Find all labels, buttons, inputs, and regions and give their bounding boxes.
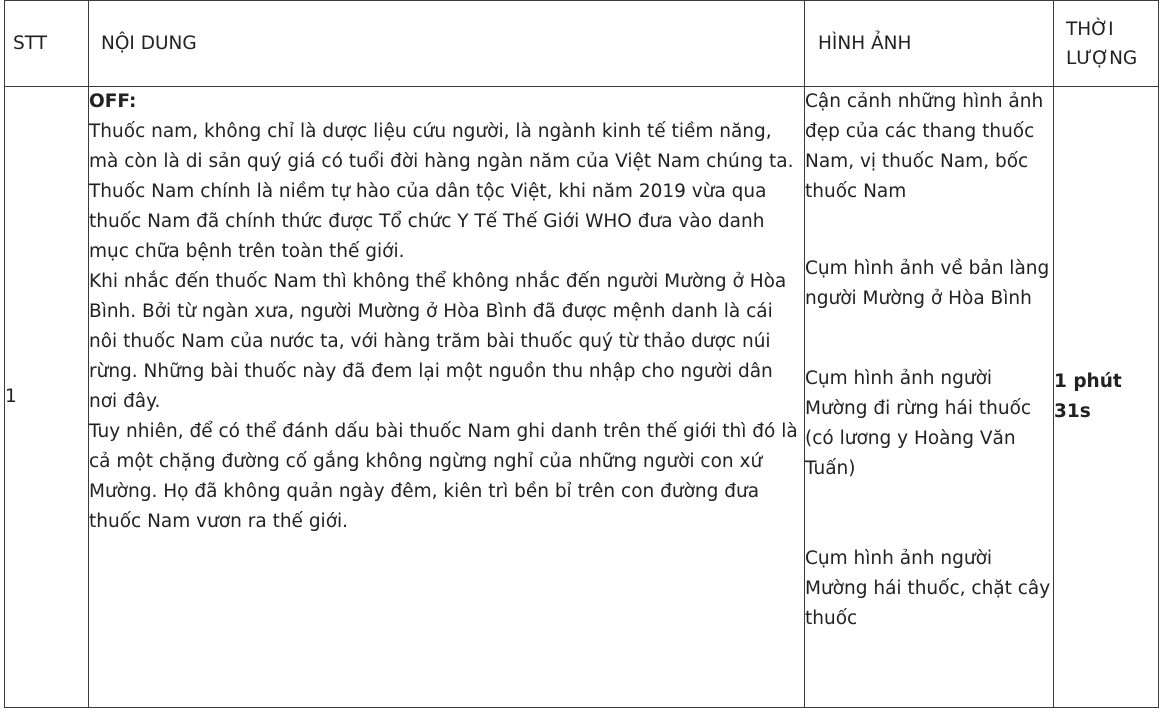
header-stt: STT [5,1,89,87]
table-row [5,87,1159,708]
content-paragraph-1: Thuốc nam, không chỉ là dược liệu cứu người, là ngành kinh tế tiềm năng, mà còn là di sản quý giá có tuổi đời hàng ngàn năm của Việt Nam chúng ta. Thuốc Nam chính là niềm tự hào của dân tộc Việt, khi năm 2019 vừa qua thuốc Nam đã chính thức được Tổ chức Y Tế Thế Giới WHO đưa vào danh mục chữa bệnh trên toàn thế giới. [89,121,794,262]
row-images [805,87,1054,708]
row-stt: 1 [5,87,89,708]
script-table [4,0,1159,708]
header-image: HÌNH ẢNH [805,1,1054,87]
header-duration-line-2: LƯỢNG [1066,47,1138,69]
header-duration [1054,1,1159,87]
header-content: NỘI DUNG [89,1,805,87]
row-duration [1054,87,1159,708]
image-description-4: Cụm hình ảnh người Mường hái thuốc, chặt cây thuốc [805,548,1051,629]
table-header-row [5,1,1159,87]
row-duration-line-1: 1 phút [1054,371,1122,392]
content-paragraph-3: Tuy nhiên, để có thể đánh dấu bài thuốc Nam ghi danh trên thế giới thì đó là cả một chặng đường cố gắng không ngừng nghỉ của những người con xứ Mường. Họ đã không quản ngày đêm, kiên trì bền bỉ trên con đường đưa thuốc Nam vươn ra thế giới. [89,421,798,532]
off-label: OFF: [89,91,137,112]
image-description-2: Cụm hình ảnh về bản làng người Mường ở Hòa Bình [805,258,1050,309]
row-duration-line-2: 31s [1054,401,1091,422]
content-paragraph-2: Khi nhắc đến thuốc Nam thì không thể không nhắc đến người Mường ở Hòa Bình. Bởi từ ngàn xưa, người Mường ở Hòa Bình đã được mệnh danh là cái nôi thuốc Nam của nước ta, với hàng trăm bài thuốc quý từ thảo dược núi rừng. Những bài thuốc này đã đem lại một nguồn thu nhập cho người dân nơi đây. [89,271,787,412]
row-content [89,87,805,708]
image-description-3: Cụm hình ảnh người Mường đi rừng hái thuốc (có lương y Hoàng Văn Tuấn) [805,368,1032,479]
image-description-1: Cận cảnh những hình ảnh đẹp của các thang thuốc Nam, vị thuốc Nam, bốc thuốc Nam [805,91,1044,202]
header-duration-line-1: THỜI [1066,18,1114,40]
